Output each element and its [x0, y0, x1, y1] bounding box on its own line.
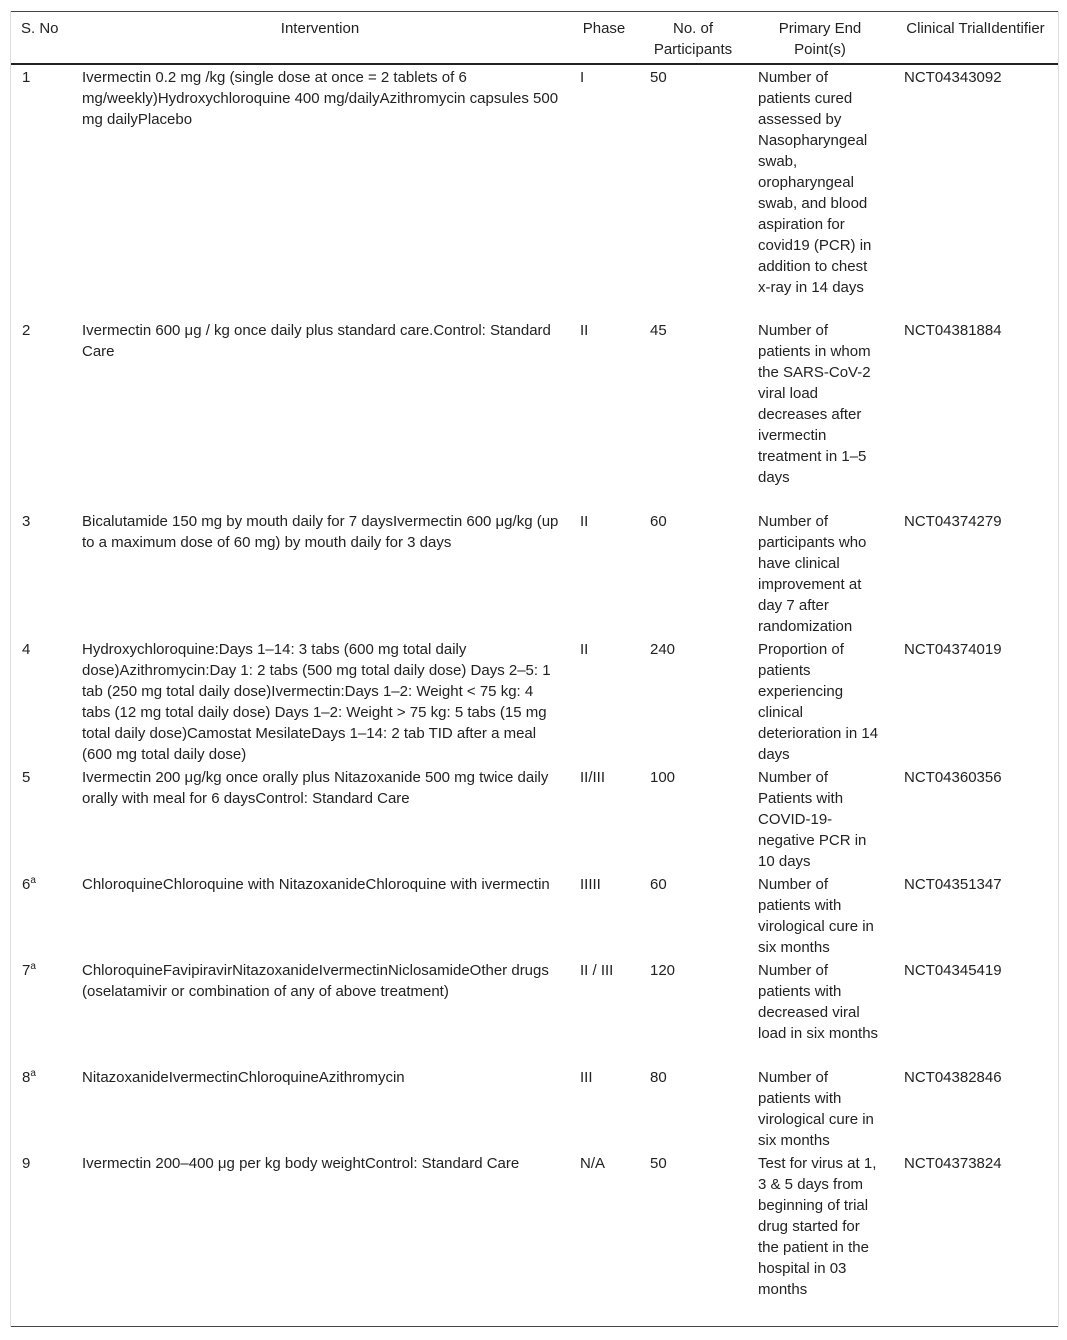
header-phase: Phase — [582, 20, 626, 37]
endpoint-cell-text: Number of patients with virological cure in six months — [758, 1069, 874, 1149]
intervention-cell — [71, 958, 569, 1065]
participants-cell-text: 60 — [650, 876, 667, 893]
header-identifier: Clinical TrialIdentifier — [906, 20, 1045, 37]
intervention-cell-text: Ivermectin 600 μg / kg once daily plus standard care.Control: Standard Care — [82, 322, 551, 360]
trial-id-cell — [893, 765, 1058, 872]
row-number-text: 2 — [22, 322, 31, 339]
intervention-cell-text: Hydroxychloroquine:Days 1–14: 3 tabs (600 mg total daily dose)Azithromycin:Day 1: 2 tabs (500 mg total daily dose) Days 2–5: 1 tab (250 mg total daily dose)Ivermectin:Days 1–2: Weight < 75 kg: 4 tabs (12 mg total daily dose) Days 1–2: Weight > 75 kg: 5 tabs (15 mg total daily dose)Camostat MesilateDays 1–14: 2 tab TID after a meal (600 mg total daily dose) — [82, 641, 551, 763]
header-sno: S. No — [21, 20, 59, 37]
phase-cell — [569, 509, 639, 637]
row-number-text: 1 — [22, 69, 31, 86]
intervention-cell — [71, 1151, 569, 1326]
endpoint-cell — [747, 637, 893, 765]
row-number-text: 8 — [22, 1069, 31, 1086]
endpoint-cell — [747, 765, 893, 872]
row-number — [11, 765, 71, 872]
intervention-cell-text: ChloroquineFavipiravirNitazoxanideIvermectinNiclosamideOther drugs (oselatamivir or combination of any of above treatment) — [82, 962, 549, 1000]
table-row — [11, 64, 1058, 318]
participants-cell-text: 50 — [650, 69, 667, 86]
row-number — [11, 318, 71, 509]
phase-cell — [569, 64, 639, 318]
table-row — [11, 1151, 1058, 1326]
intervention-cell — [71, 637, 569, 765]
trial-id-cell-text: NCT04345419 — [904, 962, 1002, 979]
trial-id-cell-text: NCT04360356 — [904, 769, 1002, 786]
participants-cell — [639, 637, 747, 765]
intervention-cell-text: Ivermectin 200–400 μg per kg body weightControl: Standard Care — [82, 1155, 520, 1172]
endpoint-cell — [747, 1151, 893, 1326]
row-number-text: 3 — [22, 513, 31, 530]
trial-id-cell-text: NCT04381884 — [904, 322, 1002, 339]
participants-cell — [639, 318, 747, 509]
intervention-cell-text: Ivermectin 200 μg/kg once orally plus Nitazoxanide 500 mg twice daily orally with meal for 6 daysControl: Standard Care — [82, 769, 549, 807]
participants-cell — [639, 1065, 747, 1151]
header-row — [11, 12, 1058, 65]
participants-cell-text: 100 — [650, 769, 676, 786]
table-row — [11, 872, 1058, 958]
footnote-marker: a — [30, 1068, 36, 1079]
row-number — [11, 64, 71, 318]
phase-cell — [569, 1065, 639, 1151]
phase-cell-text: II / III — [580, 962, 614, 979]
phase-cell-text: II — [580, 322, 589, 339]
endpoint-cell — [747, 872, 893, 958]
trial-id-cell-text: NCT04351347 — [904, 876, 1002, 893]
table-row — [11, 318, 1058, 509]
trial-id-cell-text: NCT04343092 — [904, 69, 1002, 86]
header-endpoint: Primary End Point(s) — [778, 20, 862, 58]
intervention-cell — [71, 64, 569, 318]
table-row — [11, 1065, 1058, 1151]
phase-cell-text: N/A — [580, 1155, 606, 1172]
endpoint-cell-text: Number of patients cured assessed by Nasopharyngeal swab, oropharyngeal swab, and blood aspiration for covid19 (PCR) in addition to chest x-ray in 14 days — [758, 69, 872, 296]
intervention-cell-text: Bicalutamide 150 mg by mouth daily for 7 daysIvermectin 600 μg/kg (up to a maximum dose of 60 mg) by mouth daily for 3 days — [82, 513, 559, 551]
trial-id-cell — [893, 509, 1058, 637]
footnote-marker: a — [30, 875, 36, 886]
footnote-marker: a — [30, 961, 36, 972]
participants-cell — [639, 1151, 747, 1326]
endpoint-cell — [747, 1065, 893, 1151]
table-row — [11, 765, 1058, 872]
row-number-text: 5 — [22, 769, 31, 786]
row-number-text: 6 — [22, 876, 31, 893]
row-number-text: 9 — [22, 1155, 31, 1172]
trial-id-cell-text: NCT04374279 — [904, 513, 1002, 530]
phase-cell — [569, 637, 639, 765]
table-row — [11, 958, 1058, 1065]
participants-cell — [639, 765, 747, 872]
intervention-cell — [71, 872, 569, 958]
header-intervention: Intervention — [280, 20, 360, 37]
trial-id-cell — [893, 872, 1058, 958]
intervention-cell — [71, 765, 569, 872]
phase-cell-text: IIIII — [580, 876, 601, 893]
participants-cell — [639, 509, 747, 637]
participants-cell-text: 50 — [650, 1155, 667, 1172]
phase-cell — [569, 872, 639, 958]
endpoint-cell-text: Number of Patients with COVID-19-negative PCR in 10 days — [758, 769, 867, 870]
phase-cell-text: II/III — [580, 769, 606, 786]
trial-id-cell — [893, 958, 1058, 1065]
participants-cell — [639, 958, 747, 1065]
row-number — [11, 1151, 71, 1326]
participants-cell — [639, 872, 747, 958]
phase-cell — [569, 765, 639, 872]
intervention-cell — [71, 509, 569, 637]
intervention-cell — [71, 1065, 569, 1151]
trial-id-cell-text: NCT04374019 — [904, 641, 1002, 658]
trial-id-cell — [893, 1065, 1058, 1151]
phase-cell — [569, 1151, 639, 1326]
endpoint-cell-text: Number of patients with virological cure in six months — [758, 876, 874, 956]
phase-cell — [569, 318, 639, 509]
participants-cell-text: 45 — [650, 322, 667, 339]
trial-id-cell — [893, 1151, 1058, 1326]
intervention-cell-text: NitazoxanideIvermectinChloroquineAzithromycin — [82, 1069, 405, 1086]
row-number — [11, 958, 71, 1065]
phase-cell-text: I — [580, 69, 585, 86]
endpoint-cell — [747, 64, 893, 318]
phase-cell-text: III — [580, 1069, 593, 1086]
endpoint-cell-text: Number of participants who have clinical improvement at day 7 after randomization — [758, 513, 867, 635]
row-number — [11, 637, 71, 765]
trial-id-cell — [893, 318, 1058, 509]
participants-cell-text: 60 — [650, 513, 667, 530]
row-number — [11, 872, 71, 958]
participants-cell — [639, 64, 747, 318]
endpoint-cell — [747, 318, 893, 509]
trial-id-cell — [893, 64, 1058, 318]
endpoint-cell-text: Number of patients with decreased viral load in six months — [758, 962, 879, 1042]
endpoint-cell-text: Test for virus at 1, 3 & 5 days from beginning of trial drug started for the patient in the hospital in 03 months — [758, 1155, 877, 1298]
endpoint-cell-text: Proportion of patients experiencing clinical deterioration in 14 days — [758, 641, 879, 763]
row-number-text: 7 — [22, 962, 31, 979]
intervention-cell-text: ChloroquineChloroquine with NitazoxanideChloroquine with ivermectin — [82, 876, 550, 893]
endpoint-cell — [747, 509, 893, 637]
row-number — [11, 509, 71, 637]
trial-id-cell-text: NCT04382846 — [904, 1069, 1002, 1086]
intervention-cell — [71, 318, 569, 509]
phase-cell — [569, 958, 639, 1065]
trials-table-container — [10, 11, 1059, 1327]
participants-cell-text: 120 — [650, 962, 676, 979]
phase-cell-text: II — [580, 513, 589, 530]
participants-cell-text: 80 — [650, 1069, 667, 1086]
endpoint-cell-text: Number of patients in whom the SARS-CoV-2 viral load decreases after ivermectin treatment in 1–5 days — [758, 322, 871, 486]
clinical-trials-table — [11, 11, 1058, 1327]
table-row — [11, 509, 1058, 637]
header-participants: No. of Participants — [653, 20, 733, 58]
table-row — [11, 637, 1058, 765]
endpoint-cell — [747, 958, 893, 1065]
row-number-text: 4 — [22, 641, 31, 658]
trial-id-cell — [893, 637, 1058, 765]
row-number — [11, 1065, 71, 1151]
trial-id-cell-text: NCT04373824 — [904, 1155, 1002, 1172]
phase-cell-text: II — [580, 641, 589, 658]
participants-cell-text: 240 — [650, 641, 676, 658]
intervention-cell-text: Ivermectin 0.2 mg /kg (single dose at once = 2 tablets of 6 mg/weekly)Hydroxychloroquine 400 mg/dailyAzithromycin capsules 500 mg dailyPlacebo — [82, 69, 559, 128]
